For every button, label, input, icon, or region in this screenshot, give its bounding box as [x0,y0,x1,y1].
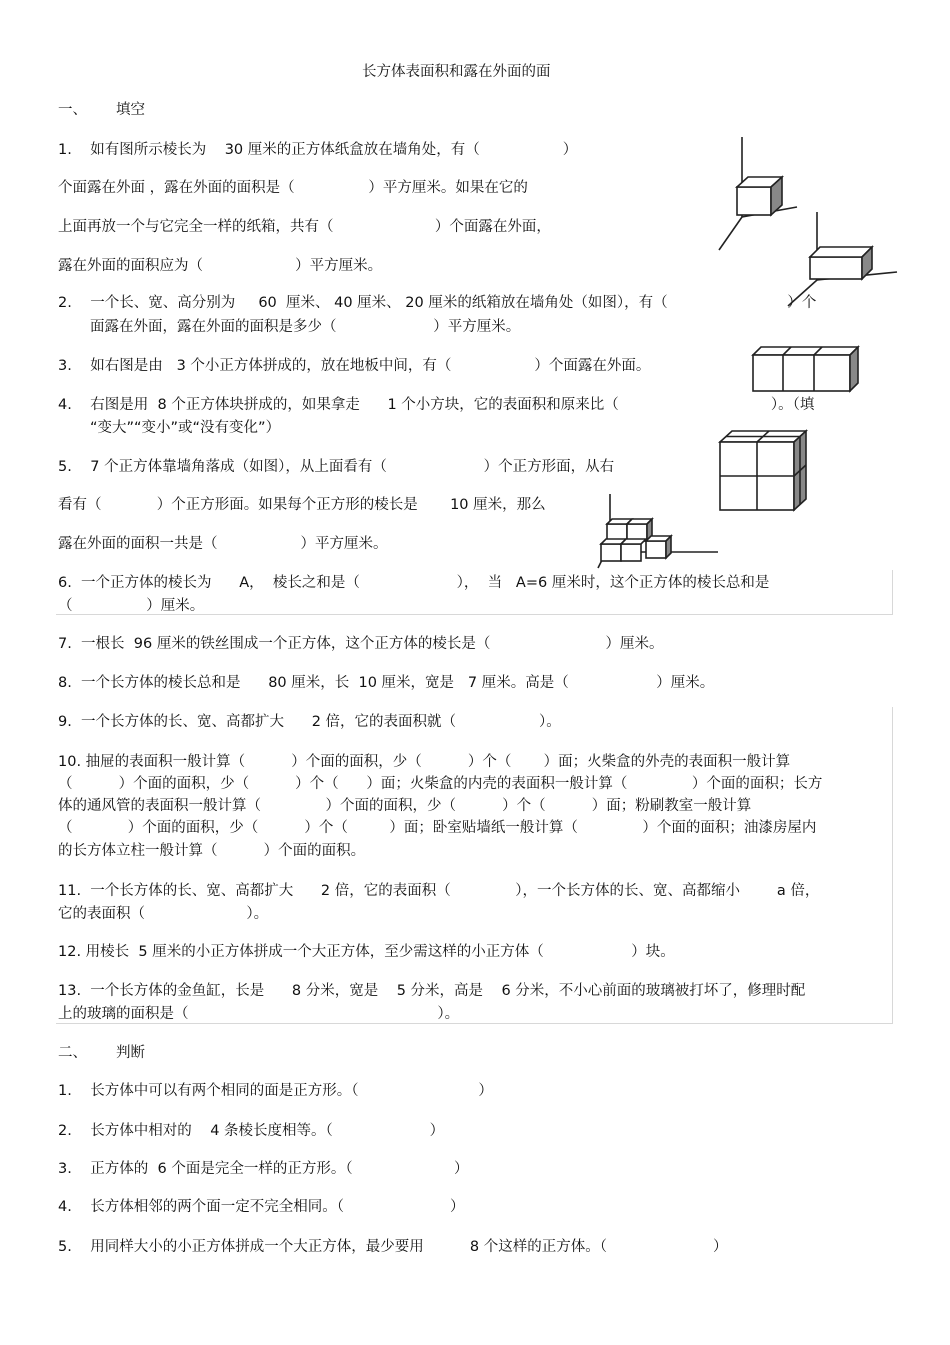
section-1-number: 一、 [58,102,87,118]
q4-line-2: “变大”“变小”或“没有变化”） [90,420,281,436]
q5-line-2: 看有（ ）个正方形面。如果每个正方形的棱长是 10 厘米，那么 [58,497,546,513]
section-1-label: 填空 [116,102,145,118]
q3-line-1: 3. 如右图是由 3 个小正方体拼成的，放在地板中间，有（ ）个面露在外面。 [58,358,651,374]
page-title: 长方体表面积和露在外面的面 [362,64,551,80]
judge-3: 3. 正方体的 6 个面是完全一样的正方形。（ ） [58,1161,469,1177]
q2-line-2: 面露在外面，露在外面的面积是多少（ ）平方厘米。 [90,319,521,335]
q4-line-1: 4. 右图是用 8 个正方体块拼成的，如果拿走 1 个小方块，它的表面积和原来比（ ）。（填 [58,397,815,413]
box-in-corner-figure [780,210,900,310]
q5-line-3: 露在外面的面积一共是（ ）平方厘米。 [58,536,388,552]
q10-line-1: 10. 抽屉的表面积一般计算（ ）个面的面积，少（ ）个（ ）面；火柴盒的外壳的表面积一般计算 [58,754,791,770]
q5-line-1: 5. 7 个正方体靠墙角落成（如图），从上面看有（ ）个正方形面，从右 [58,459,615,475]
eight-cubes-figure [716,428,812,516]
judge-1: 1. 长方体中可以有两个相同的面是正方形。（ ） [58,1083,493,1099]
q10-line-5: 的长方体立柱一般计算（ ）个面的面积。 [58,843,366,859]
q7-line-1: 7. 一根长 96 厘米的铁丝围成一个正方体，这个正方体的棱长是（ ）厘米。 [58,636,664,652]
q2-line-1: 2. 一个长、宽、高分别为 60 厘米、 40 厘米、 20 厘米的纸箱放在墙角处（如图），有（ ）个 [58,295,817,311]
q10-line-3: 体的通风管的表面积一般计算（ ）个面的面积，少（ ）个（ ）面；粉刷教室一般计算 [58,798,752,814]
q9-line-1: 9. 一个长方体的长、宽、高都扩大 2 倍，它的表面积就（ ）。 [58,714,561,730]
q10-line-4: （ ）个面的面积，少（ ）个（ ）面；卧室贴墙纸一般计算（ ）个面的面积；油漆房屋内 [58,820,817,836]
q10-line-2: （ ）个面的面积，少（ ）个（ ）面；火柴盒的内壳的表面积一般计算（ ）个面的面积；长方 [58,776,823,792]
q13-line-1: 13. 一个长方体的金鱼缸，长是 8 分米，宽是 5 分米，高是 6 分米，不小心前面的玻璃被打坏了，修理时配 [58,983,806,999]
q6-line-2: （ ）厘米。 [58,598,205,614]
q1-line-3: 上面再放一个与它完全一样的纸箱，共有（ ）个面露在外面， [58,219,551,235]
q1-line-2: 个面露在外面 ，露在外面的面积是（ ）平方厘米。如果在它的 [58,180,528,196]
section-2-number: 二、 [58,1045,87,1061]
seven-cubes-figure [596,492,722,572]
q13-line-2: 上的玻璃的面积是（ ）。 [58,1006,460,1022]
judge-4: 4. 长方体相邻的两个面一定不完全相同。（ ） [58,1199,465,1215]
q8-line-1: 8. 一个长方体的棱长总和是 80 厘米，长 10 厘米，宽是 7 厘米。高是（ ）厘米。 [58,675,715,691]
q11-line-1: 11. 一个长方体的长、宽、高都扩大 2 倍，它的表面积（ ），一个长方体的长、宽、高都缩小 a 倍， [58,883,820,899]
q1-line-1: 1. 如有图所示棱长为 30 厘米的正方体纸盒放在墙角处，有（ ） [58,142,578,158]
judge-2: 2. 长方体中相对的 4 条棱长度相等。（ ） [58,1123,445,1139]
q1-line-4: 露在外面的面积应为（ ）平方厘米。 [58,258,383,274]
q11-line-2: 它的表面积（ ）。 [58,906,269,922]
judge-5: 5. 用同样大小的小正方体拼成一个大正方体，最少要用 8 个这样的正方体。（ ） [58,1239,728,1255]
q12-line-1: 12. 用棱长 5 厘米的小正方体拼成一个大正方体，至少需这样的小正方体（ ）块。 [58,944,675,960]
section-2-label: 判断 [116,1045,145,1061]
q6-line-1: 6. 一个正方体的棱长为 A， 棱长之和是（ ）， 当 A=6 厘米时，这个正方体的棱长总和是 [58,575,770,591]
three-cubes-figure [748,343,864,395]
